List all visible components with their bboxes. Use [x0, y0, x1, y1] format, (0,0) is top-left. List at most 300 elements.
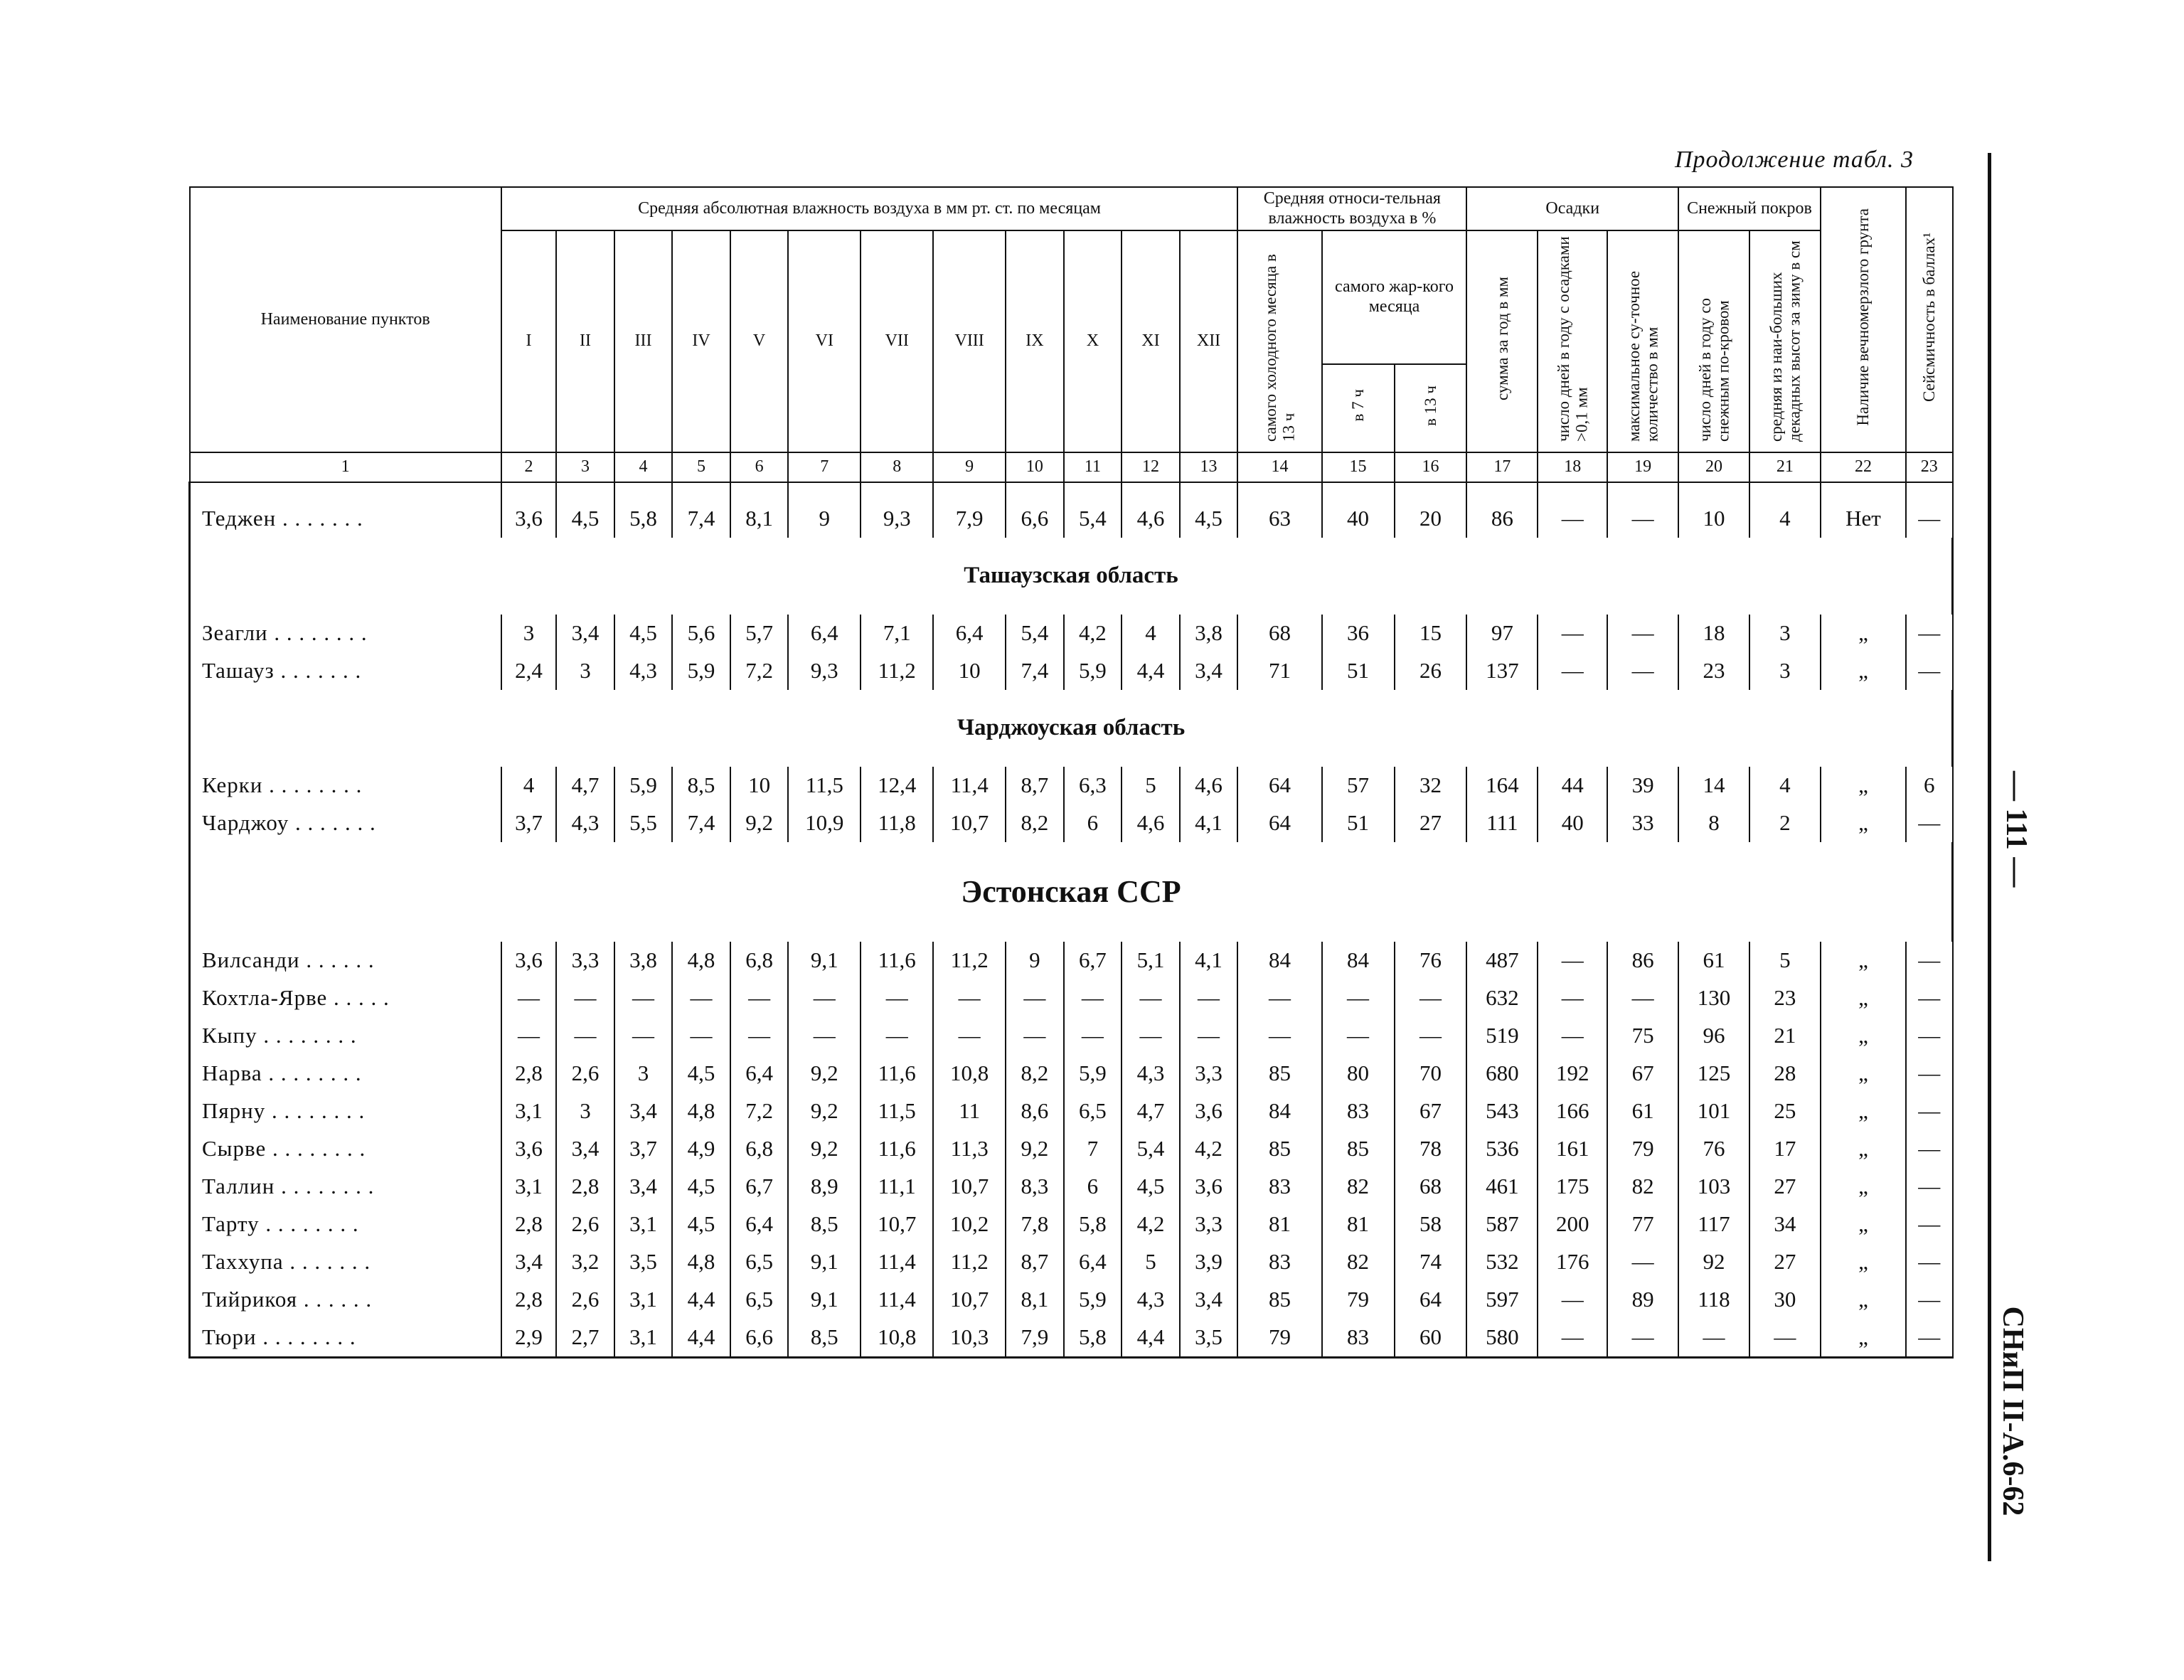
table-cell: 4,8	[672, 1092, 730, 1130]
column-number: 5	[672, 452, 730, 482]
table-cell: 5,1	[1122, 942, 1180, 979]
table-cell: 10,7	[933, 1168, 1006, 1206]
table-cell: 9,1	[788, 1243, 861, 1281]
table-cell: 82	[1322, 1243, 1395, 1281]
table-cell: „	[1821, 1319, 1906, 1358]
table-cell: 9,2	[788, 1055, 861, 1092]
table-cell: 5,8	[1064, 1319, 1122, 1358]
table-cell: 70	[1395, 1055, 1467, 1092]
table-cell: —	[1607, 615, 1678, 652]
table-cell: 6,6	[730, 1319, 789, 1358]
table-cell: 8,1	[730, 500, 789, 538]
table-cell: 6,4	[730, 1055, 789, 1092]
table-row	[190, 1243, 1953, 1281]
table-cell: 10,7	[933, 804, 1006, 842]
table-cell: 8,5	[788, 1206, 861, 1243]
table-cell: 64	[1237, 804, 1321, 842]
table-cell: 4,5	[672, 1055, 730, 1092]
table-cell: 28	[1749, 1055, 1821, 1092]
table-cell: 4,4	[1122, 652, 1180, 690]
table-cell: 36	[1322, 615, 1395, 652]
table-cell: 30	[1749, 1281, 1821, 1319]
table-cell: 8,1	[1006, 1281, 1064, 1319]
table-cell: 61	[1607, 1092, 1678, 1130]
table-cell: 10,9	[788, 804, 861, 842]
table-cell: 5	[1122, 767, 1180, 804]
table-header	[190, 187, 1953, 482]
table-cell: 8,2	[1006, 804, 1064, 842]
table-cell: 12,4	[861, 767, 933, 804]
table-cell: „	[1821, 1055, 1906, 1092]
table-cell: 3,7	[501, 804, 556, 842]
table-cell: 26	[1395, 652, 1467, 690]
table-cell: 11,2	[933, 1243, 1006, 1281]
table-cell: 8,2	[1006, 1055, 1064, 1092]
table-row	[190, 942, 1953, 979]
table-cell: 117	[1678, 1206, 1749, 1243]
table-cell: 4,5	[672, 1206, 730, 1243]
table-cell: —	[1906, 1281, 1952, 1319]
table-cell: 9,2	[788, 1092, 861, 1130]
table-cell: —	[1906, 1055, 1952, 1092]
header-month: VI	[788, 230, 861, 452]
table-cell: 61	[1678, 942, 1749, 979]
table-cell: „	[1821, 1168, 1906, 1206]
table-cell: —	[1906, 1092, 1952, 1130]
table-cell: 5	[1122, 1243, 1180, 1281]
table-cell: 9,3	[861, 500, 933, 538]
station-name: Тийрикоя . . . . . .	[190, 1281, 501, 1319]
table-body	[190, 482, 1953, 1358]
table-cell: 74	[1395, 1243, 1467, 1281]
table-cell: 20	[1395, 500, 1467, 538]
header-at7: в 7 ч	[1322, 364, 1395, 452]
station-name: Таллин . . . . . . . .	[190, 1168, 501, 1206]
table-cell: 4	[1749, 500, 1821, 538]
table-cell: 23	[1749, 979, 1821, 1017]
table-cell: 10,8	[861, 1319, 933, 1358]
table-cell: 4,5	[614, 615, 673, 652]
table-cell: 4,4	[672, 1281, 730, 1319]
table-cell: 200	[1538, 1206, 1607, 1243]
table-cell: 3	[556, 652, 614, 690]
table-cell: 4,5	[1122, 1168, 1180, 1206]
table-cell: —	[1538, 652, 1607, 690]
table-cell: 34	[1749, 1206, 1821, 1243]
table-cell: 67	[1395, 1092, 1467, 1130]
table-cell: 3,1	[501, 1092, 556, 1130]
table-cell: —	[1538, 942, 1607, 979]
table-row	[190, 1168, 1953, 1206]
table-row	[190, 1281, 1953, 1319]
table-cell: 3	[501, 615, 556, 652]
table-cell: 6,4	[730, 1206, 789, 1243]
table-cell: 86	[1607, 942, 1678, 979]
table-cell: 5,8	[1064, 1206, 1122, 1243]
column-number: 16	[1395, 452, 1467, 482]
table-cell: —	[1607, 652, 1678, 690]
table-cell: 6	[1064, 804, 1122, 842]
table-cell: —	[672, 1017, 730, 1055]
table-cell: 3,1	[614, 1319, 673, 1358]
table-cell: 79	[1607, 1130, 1678, 1168]
table-cell: 75	[1607, 1017, 1678, 1055]
header-at13: в 13 ч	[1395, 364, 1467, 452]
column-number: 10	[1006, 452, 1064, 482]
table-cell: 103	[1678, 1168, 1749, 1206]
table-cell: 4,3	[1122, 1055, 1180, 1092]
table-cell: 17	[1749, 1130, 1821, 1168]
table-cell: „	[1821, 979, 1906, 1017]
table-cell: 32	[1395, 767, 1467, 804]
header-month: V	[730, 230, 789, 452]
table-cell: 2,8	[501, 1206, 556, 1243]
table-cell: 11,5	[788, 767, 861, 804]
table-cell: 2,6	[556, 1281, 614, 1319]
table-cell: 5,4	[1122, 1130, 1180, 1168]
table-row	[190, 1130, 1953, 1168]
table-cell: 68	[1237, 615, 1321, 652]
table-cell: 5,7	[730, 615, 789, 652]
table-cell: 3,1	[614, 1206, 673, 1243]
table-cell: 11,4	[933, 767, 1006, 804]
table-cell: 84	[1237, 942, 1321, 979]
table-cell: 8,5	[788, 1319, 861, 1358]
table-cell: 3,4	[1180, 652, 1238, 690]
table-cell: 5,4	[1064, 500, 1122, 538]
table-cell: 7,4	[1006, 652, 1064, 690]
table-cell: 125	[1678, 1055, 1749, 1092]
station-name: Сырве . . . . . . . .	[190, 1130, 501, 1168]
table-cell: „	[1821, 767, 1906, 804]
table-row	[190, 767, 1953, 804]
table-cell: 4,3	[614, 652, 673, 690]
header-snow-height: средняя из наи-больших декадных высот за зиму в см	[1749, 230, 1821, 452]
table-cell: 83	[1322, 1092, 1395, 1130]
table-cell: 4,2	[1122, 1206, 1180, 1243]
table-cell: 3,6	[1180, 1168, 1238, 1206]
table-cell: 11,3	[933, 1130, 1006, 1168]
table-cell: 6,8	[730, 942, 789, 979]
header-hottest: самого жар-кого месяца	[1322, 230, 1467, 364]
header-month: IX	[1006, 230, 1064, 452]
header-name: Наименование пунктов	[190, 187, 501, 452]
header-abs-humidity: Средняя абсолютная влажность воздуха в мм рт. ст. по месяцам	[501, 187, 1238, 230]
header-month: IV	[672, 230, 730, 452]
table-cell: —	[1906, 1130, 1952, 1168]
table-cell: —	[1538, 1281, 1607, 1319]
table-cell: 4,4	[1122, 1319, 1180, 1358]
table-cell: 7	[1064, 1130, 1122, 1168]
table-cell: 632	[1466, 979, 1538, 1017]
table-cell: 81	[1237, 1206, 1321, 1243]
column-numbers-row	[190, 452, 1953, 482]
table-cell: 3,3	[1180, 1055, 1238, 1092]
table-cell: 67	[1607, 1055, 1678, 1092]
table-cell: 4,3	[556, 804, 614, 842]
table-cell: 3,1	[501, 1168, 556, 1206]
table-cell: —	[1006, 1017, 1064, 1055]
table-cell: 40	[1538, 804, 1607, 842]
table-cell: 7,2	[730, 1092, 789, 1130]
table-cell: 4,8	[672, 942, 730, 979]
table-cell: —	[1237, 1017, 1321, 1055]
table-cell: —	[1237, 979, 1321, 1017]
table-cell: —	[1607, 1243, 1678, 1281]
column-number: 6	[730, 452, 789, 482]
table-cell: 10	[730, 767, 789, 804]
table-cell: 11,4	[861, 1243, 933, 1281]
table-cell: 3	[1749, 615, 1821, 652]
header-month: VII	[861, 230, 933, 452]
table-cell: Нет	[1821, 500, 1906, 538]
table-cell: 5	[1749, 942, 1821, 979]
table-cell: 83	[1237, 1243, 1321, 1281]
table-cell: 176	[1538, 1243, 1607, 1281]
table-cell: —	[933, 1017, 1006, 1055]
table-cell: 8,9	[788, 1168, 861, 1206]
table-cell: —	[1064, 979, 1122, 1017]
table-cell: 10,7	[861, 1206, 933, 1243]
table-row	[190, 1092, 1953, 1130]
table-cell: 580	[1466, 1319, 1538, 1358]
table-cell: 4,6	[1180, 767, 1238, 804]
table-cell: 3	[556, 1092, 614, 1130]
table-cell: 64	[1237, 767, 1321, 804]
table-cell: —	[861, 1017, 933, 1055]
table-row	[190, 1206, 1953, 1243]
table-row	[190, 615, 1953, 652]
table-cell: 63	[1237, 500, 1321, 538]
table-cell: 5,5	[614, 804, 673, 842]
table-cell: 6,3	[1064, 767, 1122, 804]
header-rel-humidity: Средняя относи-тельная влажность воздуха в %	[1237, 187, 1466, 230]
page-number: — 111 —	[2000, 771, 2033, 888]
table-cell: 6	[1064, 1168, 1122, 1206]
table-cell: —	[556, 979, 614, 1017]
table-cell: 71	[1237, 652, 1321, 690]
table-cell: 25	[1749, 1092, 1821, 1130]
table-cell: —	[1538, 1319, 1607, 1358]
table-cell: 11,1	[861, 1168, 933, 1206]
table-cell: 3,9	[1180, 1243, 1238, 1281]
table-cell: 543	[1466, 1092, 1538, 1130]
margin-rule	[1988, 153, 1991, 1561]
table-cell: 2,8	[556, 1168, 614, 1206]
table-cell: 51	[1322, 804, 1395, 842]
table-cell: 11,6	[861, 1130, 933, 1168]
table-cell: —	[614, 1017, 673, 1055]
table-cell: —	[1538, 615, 1607, 652]
table-cell: 6,4	[788, 615, 861, 652]
table-cell: 4,4	[672, 1319, 730, 1358]
column-number: 8	[861, 452, 933, 482]
table-cell: 461	[1466, 1168, 1538, 1206]
table-cell: 8,7	[1006, 1243, 1064, 1281]
table-cell: 44	[1538, 767, 1607, 804]
table-cell: —	[556, 1017, 614, 1055]
station-name: Нарва . . . . . . . .	[190, 1055, 501, 1092]
section-title: Чарджоуская область	[190, 690, 1953, 767]
table-cell: 3,5	[614, 1243, 673, 1281]
table-cell: 27	[1749, 1168, 1821, 1206]
table-cell: 76	[1395, 942, 1467, 979]
header-permafrost: Наличие вечномерзлого грунта	[1821, 187, 1906, 452]
table-cell: 4	[501, 767, 556, 804]
table-cell: 10	[1678, 500, 1749, 538]
table-cell: 5,9	[1064, 652, 1122, 690]
table-cell: 77	[1607, 1206, 1678, 1243]
table-cell: —	[1180, 1017, 1238, 1055]
header-month: VIII	[933, 230, 1006, 452]
table-cell: 130	[1678, 979, 1749, 1017]
station-name: Зеагли . . . . . . . .	[190, 615, 501, 652]
table-cell: 192	[1538, 1055, 1607, 1092]
table-cell: 4,1	[1180, 804, 1238, 842]
table-cell: 161	[1538, 1130, 1607, 1168]
table-cell: 3,6	[1180, 1092, 1238, 1130]
table-cell: —	[1906, 1243, 1952, 1281]
table-cell: 83	[1237, 1168, 1321, 1206]
table-cell: —	[1395, 979, 1467, 1017]
table-cell: 84	[1237, 1092, 1321, 1130]
table-cell: —	[1607, 979, 1678, 1017]
header-snow: Снежный покров	[1678, 187, 1821, 230]
table-cell: 10	[933, 652, 1006, 690]
table-cell: 78	[1395, 1130, 1467, 1168]
table-cell: 7,1	[861, 615, 933, 652]
table-cell: —	[788, 1017, 861, 1055]
section-row	[190, 842, 1953, 942]
table-cell: —	[1906, 1017, 1952, 1055]
table-cell: —	[614, 979, 673, 1017]
station-name: Таххупа . . . . . . .	[190, 1243, 501, 1281]
table-cell: 79	[1237, 1319, 1321, 1358]
table-cell: —	[1122, 979, 1180, 1017]
table-cell: —	[730, 979, 789, 1017]
table-cell: 8	[1678, 804, 1749, 842]
table-cell: 3	[614, 1055, 673, 1092]
table-cell: 4,5	[672, 1168, 730, 1206]
station-name: Кохтла-Ярве . . . . .	[190, 979, 501, 1017]
table-cell: „	[1821, 1243, 1906, 1281]
table-cell: —	[1006, 979, 1064, 1017]
table-cell: „	[1821, 615, 1906, 652]
table-cell: 2,6	[556, 1206, 614, 1243]
table-cell: 3,4	[614, 1168, 673, 1206]
table-cell: —	[1678, 1319, 1749, 1358]
table-cell: —	[1906, 942, 1952, 979]
header-snow-days: число дней в году со снежным по-кровом	[1678, 230, 1749, 452]
table-cell: 11,6	[861, 1055, 933, 1092]
table-cell: 8,5	[672, 767, 730, 804]
table-cell: 3,4	[501, 1243, 556, 1281]
table-cell: 4,7	[556, 767, 614, 804]
table-cell: —	[1122, 1017, 1180, 1055]
table-cell: 2,7	[556, 1319, 614, 1358]
table-cell: 587	[1466, 1206, 1538, 1243]
table-cell: 532	[1466, 1243, 1538, 1281]
station-name: Теджен . . . . . . .	[190, 500, 501, 538]
column-number: 7	[788, 452, 861, 482]
table-cell: „	[1821, 652, 1906, 690]
table-cell: 597	[1466, 1281, 1538, 1319]
table-row	[190, 979, 1953, 1017]
table-cell: 4,5	[556, 500, 614, 538]
table-cell: 6,5	[1064, 1092, 1122, 1130]
table-cell: 85	[1322, 1130, 1395, 1168]
table-cell: 3,8	[614, 942, 673, 979]
header-month: II	[556, 230, 614, 452]
table-row	[190, 1319, 1953, 1358]
table-cell: —	[1538, 1017, 1607, 1055]
column-number: 1	[190, 452, 501, 482]
table-cell: 4	[1749, 767, 1821, 804]
table-cell: 92	[1678, 1243, 1749, 1281]
header-precip-max: максимальное су-точное количество в мм	[1607, 230, 1678, 452]
table-row	[190, 500, 1953, 538]
table-cell: —	[1906, 500, 1952, 538]
table-cell: 6	[1906, 767, 1952, 804]
table-cell: 11,2	[861, 652, 933, 690]
table-cell: 3,4	[556, 615, 614, 652]
table-cell: 9	[788, 500, 861, 538]
table-cell: 27	[1395, 804, 1467, 842]
table-cell: 85	[1237, 1281, 1321, 1319]
station-name: Тюри . . . . . . . .	[190, 1319, 501, 1358]
table-cell: 39	[1607, 767, 1678, 804]
table-cell: 6,7	[730, 1168, 789, 1206]
table-cell: 4,2	[1064, 615, 1122, 652]
table-cell: 2,4	[501, 652, 556, 690]
table-cell: 9,1	[788, 1281, 861, 1319]
table-cell: 6,4	[933, 615, 1006, 652]
table-cell: 8,7	[1006, 767, 1064, 804]
table-cell: 2	[1749, 804, 1821, 842]
column-number: 14	[1237, 452, 1321, 482]
table-cell: „	[1821, 1130, 1906, 1168]
table-cell: 2,8	[501, 1281, 556, 1319]
table-cell: —	[1906, 615, 1952, 652]
header-month: X	[1064, 230, 1122, 452]
table-cell: 118	[1678, 1281, 1749, 1319]
table-cell: 536	[1466, 1130, 1538, 1168]
column-number: 22	[1821, 452, 1906, 482]
header-month: III	[614, 230, 673, 452]
table-cell: 4,5	[1180, 500, 1238, 538]
header-month: I	[501, 230, 556, 452]
table-cell: 7,2	[730, 652, 789, 690]
table-cell: 11,4	[861, 1281, 933, 1319]
table-cell: 5,8	[614, 500, 673, 538]
table-cell: 680	[1466, 1055, 1538, 1092]
table-cell: 5,9	[1064, 1055, 1122, 1092]
table-cell: 27	[1749, 1243, 1821, 1281]
station-name: Тарту . . . . . . . .	[190, 1206, 501, 1243]
table-cell: „	[1821, 942, 1906, 979]
table-cell: 4,9	[672, 1130, 730, 1168]
table-cell: —	[730, 1017, 789, 1055]
station-name: Чарджоу . . . . . . .	[190, 804, 501, 842]
table-cell: 84	[1322, 942, 1395, 979]
table-cell: 11	[933, 1092, 1006, 1130]
table-row	[190, 1017, 1953, 1055]
table-cell: 40	[1322, 500, 1395, 538]
column-number: 13	[1180, 452, 1238, 482]
header-precip-sum: сумма за год в мм	[1466, 230, 1538, 452]
column-number: 17	[1466, 452, 1538, 482]
column-number: 19	[1607, 452, 1678, 482]
